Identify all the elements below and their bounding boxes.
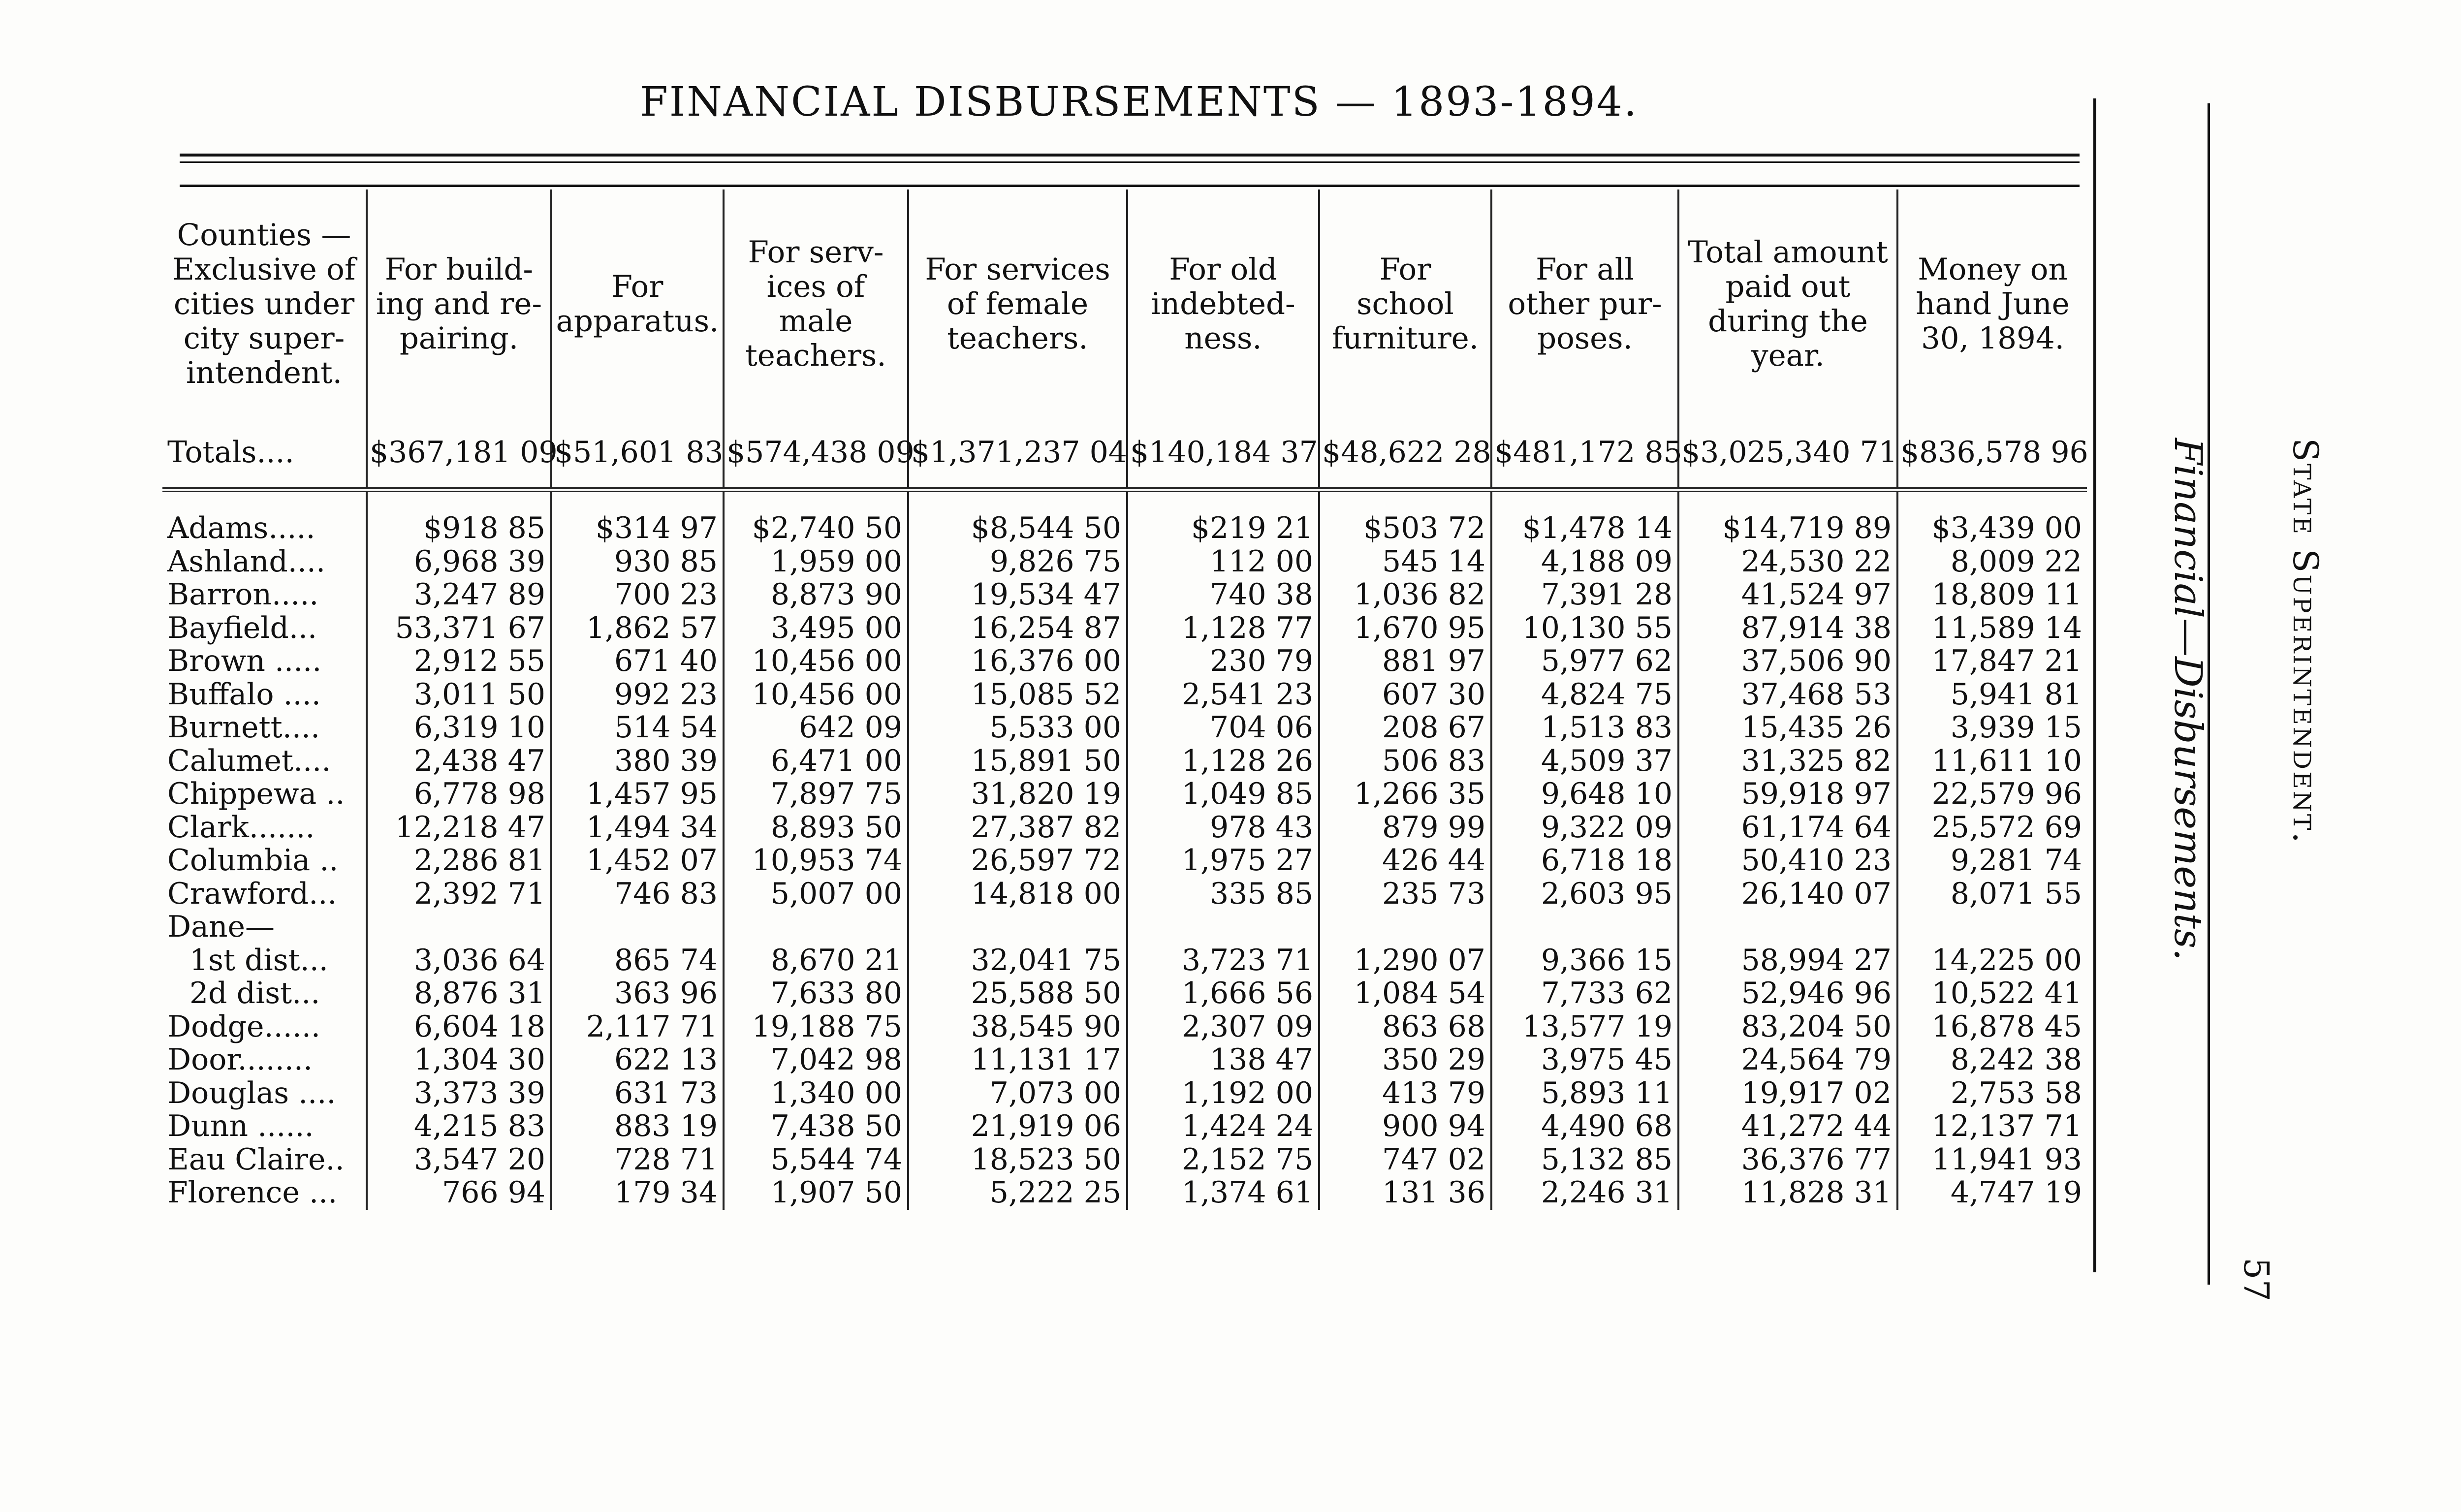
- table-cell: 4,215 83: [367, 1110, 551, 1143]
- table-row: [162, 678, 2087, 712]
- header-other-purposes: For all other pur- poses.: [1491, 189, 1678, 418]
- table-cell: 3,373 39: [367, 1077, 551, 1110]
- table-cell: 2,392 71: [367, 878, 551, 911]
- table-row: [162, 711, 2087, 745]
- table-row: [162, 911, 2087, 944]
- table-cell: 32,041 75: [908, 944, 1127, 977]
- table-cell: 766 94: [367, 1176, 551, 1210]
- table-cell: 11,131 17: [908, 1043, 1127, 1077]
- table-cell: 16,376 00: [908, 645, 1127, 678]
- county-name: Dodge......: [162, 1010, 367, 1044]
- table-cell: 883 19: [551, 1110, 724, 1143]
- table-cell: 863 68: [1319, 1010, 1491, 1044]
- table-cell: 2,912 55: [367, 645, 551, 678]
- table-cell: 545 14: [1319, 545, 1491, 579]
- table-cell: 8,873 90: [724, 578, 908, 612]
- table-cell: 506 83: [1319, 745, 1491, 778]
- table-row: [162, 878, 2087, 911]
- table-cell: 15,085 52: [908, 678, 1127, 712]
- county-name: Dane—: [162, 911, 367, 944]
- table-cell: 879 99: [1319, 811, 1491, 845]
- table-cell: 1,457 95: [551, 778, 724, 811]
- table-cell: 17,847 21: [1931, 644, 2082, 678]
- table-cell: [367, 911, 551, 944]
- table-cell: 37,506 90: [1678, 645, 1897, 678]
- table-cell: 7,733 62: [1491, 977, 1678, 1010]
- table-cell: 8,242 38: [1950, 1042, 2082, 1077]
- table-cell: 1,340 00: [724, 1077, 908, 1110]
- header-money-on-hand: Money on hand June 30, 1894.: [1916, 252, 2070, 356]
- running-head: State Superintendent.: [2285, 438, 2326, 845]
- county-name: Florence ...: [162, 1176, 367, 1210]
- county-name: Burnett....: [162, 711, 367, 745]
- table-cell: $503 72: [1319, 512, 1491, 545]
- table-cell: 12,218 47: [367, 811, 551, 845]
- table-cell: 514 54: [551, 711, 724, 745]
- table-cell: 1,513 83: [1491, 711, 1678, 745]
- table-cell: 7,391 28: [1491, 578, 1678, 612]
- table-cell: 8,893 50: [724, 811, 908, 845]
- totals-cell: $48,622 28: [1319, 418, 1491, 490]
- table-cell: 10,130 55: [1491, 612, 1678, 645]
- table-cell: 6,319 10: [367, 711, 551, 745]
- table-cell: $219 21: [1127, 512, 1319, 545]
- table-cell: 3,939 15: [1950, 710, 2082, 745]
- table-cell: 8,876 31: [367, 977, 551, 1010]
- table-row: [162, 844, 2087, 878]
- table-cell: 2,438 47: [367, 745, 551, 778]
- table-cell: 426 44: [1319, 844, 1491, 878]
- table-cell: 7,073 00: [908, 1077, 1127, 1110]
- table-cell: [1127, 911, 1319, 944]
- totals-cell: $836,578 96: [1897, 418, 2087, 490]
- table-cell: 41,272 44: [1678, 1110, 1897, 1143]
- table-cell: 747 02: [1319, 1143, 1491, 1177]
- table-row: [162, 612, 2087, 645]
- table-cell: 1,670 95: [1319, 612, 1491, 645]
- table-cell: 7,633 80: [724, 977, 908, 1010]
- county-name: Clark.......: [162, 811, 367, 845]
- table-cell: 363 96: [551, 977, 724, 1010]
- table-cell: 11,611 10: [1931, 743, 2082, 778]
- table-cell: 380 39: [551, 745, 724, 778]
- gap-row: [162, 490, 2087, 512]
- totals-cell: $51,601 83: [551, 418, 724, 490]
- table-cell: 9,322 09: [1491, 811, 1678, 845]
- table-cell: 6,471 00: [724, 745, 908, 778]
- header-total-paid: Total amount paid out during the year.: [1678, 189, 1897, 418]
- table-cell: 1,666 56: [1127, 977, 1319, 1010]
- table-cell: 6,604 18: [367, 1010, 551, 1044]
- top-rule-1: [180, 154, 2080, 157]
- table-cell: 5,222 25: [908, 1176, 1127, 1210]
- table-cell: 2,117 71: [551, 1010, 724, 1044]
- table-cell: 24,530 22: [1678, 545, 1897, 579]
- table-cell: 9,366 15: [1491, 944, 1678, 977]
- table-cell: 5,132 85: [1491, 1143, 1678, 1177]
- table-cell: 1,907 50: [724, 1176, 908, 1210]
- table-cell: $3,439 00: [1931, 511, 2082, 545]
- county-name: Crawford...: [162, 878, 367, 911]
- table-row: [162, 645, 2087, 678]
- county-name: Door........: [162, 1043, 367, 1077]
- county-name: Adams.....: [162, 512, 367, 545]
- table-cell: 10,456 00: [724, 645, 908, 678]
- table-cell: 41,524 97: [1678, 578, 1897, 612]
- county-name: Ashland....: [162, 545, 367, 579]
- table-cell: 9,648 10: [1491, 778, 1678, 811]
- table-cell: 5,544 74: [724, 1143, 908, 1177]
- table-cell: 26,140 07: [1678, 878, 1897, 911]
- table-cell: 607 30: [1319, 678, 1491, 712]
- table-cell: 19,917 02: [1678, 1077, 1897, 1110]
- table-cell: 728 71: [551, 1143, 724, 1177]
- table-cell: 1,084 54: [1319, 977, 1491, 1010]
- table-cell: 1,266 35: [1319, 778, 1491, 811]
- table-cell: 4,747 19: [1950, 1175, 2082, 1210]
- table-cell: 58,994 27: [1678, 944, 1897, 977]
- table-row: [162, 1110, 2087, 1143]
- table-cell: 704 06: [1127, 711, 1319, 745]
- table-row: [162, 745, 2087, 778]
- page-number: 57: [2236, 1258, 2276, 1302]
- table-cell: 631 73: [551, 1077, 724, 1110]
- table-cell: 15,891 50: [908, 745, 1127, 778]
- table-cell: 1,494 34: [551, 811, 724, 845]
- table-cell: 622 13: [551, 1043, 724, 1077]
- table-cell: [1319, 911, 1491, 944]
- table-cell: 19,534 47: [908, 578, 1127, 612]
- table-cell: 865 74: [551, 944, 724, 977]
- table-cell: 2,307 09: [1127, 1010, 1319, 1044]
- county-name: Barron.....: [162, 578, 367, 612]
- table-cell: 10,456 00: [724, 678, 908, 712]
- table-cell: 14,225 00: [1931, 943, 2082, 977]
- table-cell: 16,878 45: [1931, 1009, 2082, 1044]
- table-cell: 3,495 00: [724, 612, 908, 645]
- table-cell: 9,281 74: [1950, 843, 2082, 878]
- table-cell: 930 85: [551, 545, 724, 579]
- table-cell: 350 29: [1319, 1043, 1491, 1077]
- table-cell: 3,547 20: [367, 1143, 551, 1177]
- table-cell: 10,522 41: [1931, 976, 2082, 1010]
- table-cell: 7,897 75: [724, 778, 908, 811]
- header-school-furniture: For school furniture.: [1319, 189, 1491, 418]
- table-cell: 21,919 06: [908, 1110, 1127, 1143]
- header-counties: Counties — Exclusive of cities under city super- intendent.: [162, 189, 367, 418]
- table-cell: 61,174 64: [1678, 811, 1897, 845]
- table-row: [162, 778, 2087, 811]
- table-cell: 53,371 67: [367, 612, 551, 645]
- table-cell: $1,478 14: [1491, 512, 1678, 545]
- county-name: Douglas ....: [162, 1077, 367, 1110]
- table-cell: 642 09: [724, 711, 908, 745]
- table-cell: 3,723 71: [1127, 944, 1319, 977]
- table-cell: 700 23: [551, 578, 724, 612]
- table-row: [162, 811, 2087, 845]
- table-cell: $918 85: [367, 512, 551, 545]
- totals-cell: $574,438 09: [724, 418, 908, 490]
- table-cell: 87,914 38: [1678, 612, 1897, 645]
- table-cell: 1,192 00: [1127, 1077, 1319, 1110]
- table-cell: 1,036 82: [1319, 578, 1491, 612]
- table-cell: 10,953 74: [724, 844, 908, 878]
- table-cell: $14,719 89: [1678, 512, 1897, 545]
- table-cell: 5,941 81: [1950, 677, 2082, 712]
- table-cell: 131 36: [1319, 1176, 1491, 1210]
- table-cell: 413 79: [1319, 1077, 1491, 1110]
- table-cell: 19,188 75: [724, 1010, 908, 1044]
- table-cell: 31,820 19: [908, 778, 1127, 811]
- table-cell: 1,290 07: [1319, 944, 1491, 977]
- table-cell: 9,826 75: [908, 545, 1127, 579]
- totals-cell: $1,371,237 04: [908, 418, 1127, 490]
- table-cell: [1678, 911, 1897, 944]
- table-cell: 3,247 89: [367, 578, 551, 612]
- table-cell: 978 43: [1127, 811, 1319, 845]
- table-cell: 8,009 22: [1950, 544, 2082, 579]
- table-cell: 14,818 00: [908, 878, 1127, 911]
- table-cell: 1,452 07: [551, 844, 724, 878]
- table-cell: 2,753 58: [1950, 1075, 2082, 1110]
- table-cell: 6,968 39: [367, 545, 551, 579]
- table-row: [162, 1043, 2087, 1077]
- table-cell: 4,824 75: [1491, 678, 1678, 712]
- table-cell: 746 83: [551, 878, 724, 911]
- table-cell: 112 00: [1127, 545, 1319, 579]
- county-name: Dunn ......: [162, 1110, 367, 1143]
- table-cell: 230 79: [1127, 645, 1319, 678]
- table-cell: 2,603 95: [1491, 878, 1678, 911]
- table-cell: 3,011 50: [367, 678, 551, 712]
- table-cell: [1897, 911, 2087, 944]
- table-cell: 1,304 30: [367, 1043, 551, 1077]
- table-cell: 59,918 97: [1678, 778, 1897, 811]
- totals-cell: $3,025,340 71: [1678, 418, 1897, 490]
- table-cell: $2,740 50: [724, 512, 908, 545]
- table-cell: 4,509 37: [1491, 745, 1678, 778]
- top-rule-3: [180, 185, 2080, 187]
- table-cell: 18,809 11: [1931, 577, 2082, 612]
- totals-cell: $140,184 37: [1127, 418, 1319, 490]
- table-cell: 4,490 68: [1491, 1110, 1678, 1143]
- table-cell: [724, 911, 908, 944]
- table-cell: 11,828 31: [1678, 1176, 1897, 1210]
- table-cell: 138 47: [1127, 1043, 1319, 1077]
- table-cell: 1,862 57: [551, 612, 724, 645]
- table-cell: 671 40: [551, 645, 724, 678]
- right-margin-rule-1: [2093, 98, 2096, 1272]
- table-row: [162, 578, 2087, 612]
- table-cell: 26,597 72: [908, 844, 1127, 878]
- top-rule-2: [180, 161, 2080, 163]
- county-name: Bayfield...: [162, 612, 367, 645]
- table-cell: 1,374 61: [1127, 1176, 1319, 1210]
- header-female-teachers: For services of female teachers.: [908, 189, 1127, 418]
- table-cell: 27,387 82: [908, 811, 1127, 845]
- table-cell: 1,128 26: [1127, 745, 1319, 778]
- page-title: FINANCIAL DISBURSEMENTS — 1893-1894.: [640, 79, 1639, 126]
- table-cell: [551, 911, 724, 944]
- table-cell: 881 97: [1319, 645, 1491, 678]
- table-cell: 3,036 64: [367, 944, 551, 977]
- side-title: Financial—Disbursements.: [2166, 438, 2210, 961]
- table-cell: 1,424 24: [1127, 1110, 1319, 1143]
- table-cell: 31,325 82: [1678, 745, 1897, 778]
- table-cell: 11,941 93: [1931, 1142, 2082, 1177]
- header-old-indebtedness: For old indebted- ness.: [1127, 189, 1319, 418]
- county-name: Chippewa ..: [162, 778, 367, 811]
- header-apparatus: For apparatus.: [551, 189, 724, 418]
- table-cell: 8,071 55: [1950, 876, 2082, 911]
- county-name: Eau Claire..: [162, 1143, 367, 1177]
- table-cell: 18,523 50: [908, 1143, 1127, 1177]
- table-cell: 6,778 98: [367, 778, 551, 811]
- table-cell: 7,438 50: [724, 1110, 908, 1143]
- table-cell: $8,544 50: [908, 512, 1127, 545]
- table-cell: [1491, 911, 1678, 944]
- table-cell: 740 38: [1127, 578, 1319, 612]
- table-cell: 1,959 00: [724, 545, 908, 579]
- county-name: 1st dist...: [162, 944, 367, 977]
- table-row: [162, 977, 2087, 1010]
- table-cell: 5,533 00: [908, 711, 1127, 745]
- table-cell: 6,718 18: [1491, 844, 1678, 878]
- disbursements-table: [162, 189, 2087, 1210]
- county-name: 2d dist...: [162, 977, 367, 1010]
- table-cell: 1,975 27: [1127, 844, 1319, 878]
- table-cell: 2,286 81: [367, 844, 551, 878]
- header-building: For build- ing and re- pairing.: [367, 189, 551, 418]
- table-cell: 208 67: [1319, 711, 1491, 745]
- table-cell: $314 97: [551, 512, 724, 545]
- table-cell: 5,007 00: [724, 878, 908, 911]
- table-row: [162, 545, 2087, 579]
- county-name: Columbia ..: [162, 844, 367, 878]
- table-cell: 37,468 53: [1678, 678, 1897, 712]
- table-cell: 16,254 87: [908, 612, 1127, 645]
- table-cell: 13,577 19: [1491, 1010, 1678, 1044]
- table-cell: 2,541 23: [1127, 678, 1319, 712]
- totals-row: [162, 418, 2087, 490]
- table-cell: 2,152 75: [1127, 1143, 1319, 1177]
- table-cell: 992 23: [551, 678, 724, 712]
- table-cell: 83,204 50: [1678, 1010, 1897, 1044]
- table-cell: 2,246 31: [1491, 1176, 1678, 1210]
- table-cell: 22,579 96: [1931, 777, 2082, 811]
- table-cell: 38,545 90: [908, 1010, 1127, 1044]
- table-row: [162, 1077, 2087, 1110]
- table-cell: 5,977 62: [1491, 645, 1678, 678]
- header-male-teachers: For serv- ices of male teachers.: [724, 189, 908, 418]
- table-cell: [908, 911, 1127, 944]
- table-cell: 52,946 96: [1678, 977, 1897, 1010]
- county-name: Buffalo ....: [162, 678, 367, 712]
- table-cell: 3,975 45: [1491, 1043, 1678, 1077]
- table-cell: 7,042 98: [724, 1043, 908, 1077]
- table-row: [162, 1176, 2087, 1210]
- county-name: Brown .....: [162, 645, 367, 678]
- table-cell: 8,670 21: [724, 944, 908, 977]
- totals-label: Totals....: [162, 418, 367, 490]
- table-cell: 24,564 79: [1678, 1043, 1897, 1077]
- totals-cell: $481,172 85: [1491, 418, 1678, 490]
- table-cell: 1,049 85: [1127, 778, 1319, 811]
- table-row: [162, 1010, 2087, 1044]
- table-row: [162, 512, 2087, 545]
- table-cell: 1,128 77: [1127, 612, 1319, 645]
- table-cell: 50,410 23: [1678, 844, 1897, 878]
- table-cell: 179 34: [551, 1176, 724, 1210]
- table-cell: 12,137 71: [1931, 1109, 2082, 1143]
- header-row: [162, 189, 2087, 418]
- table-cell: 335 85: [1127, 878, 1319, 911]
- table-cell: 36,376 77: [1678, 1143, 1897, 1177]
- table-cell: 11,589 14: [1931, 610, 2082, 645]
- table-cell: 25,588 50: [908, 977, 1127, 1010]
- table-cell: 235 73: [1319, 878, 1491, 911]
- table-cell: 5,893 11: [1491, 1077, 1678, 1110]
- totals-cell: $367,181 09: [367, 418, 551, 490]
- table-row: [162, 1143, 2087, 1177]
- table-cell: 900 94: [1319, 1110, 1491, 1143]
- table-cell: 15,435 26: [1678, 711, 1897, 745]
- table-cell: 25,572 69: [1931, 810, 2082, 845]
- table-cell: 4,188 09: [1491, 545, 1678, 579]
- table-row: [162, 944, 2087, 977]
- county-name: Calumet....: [162, 745, 367, 778]
